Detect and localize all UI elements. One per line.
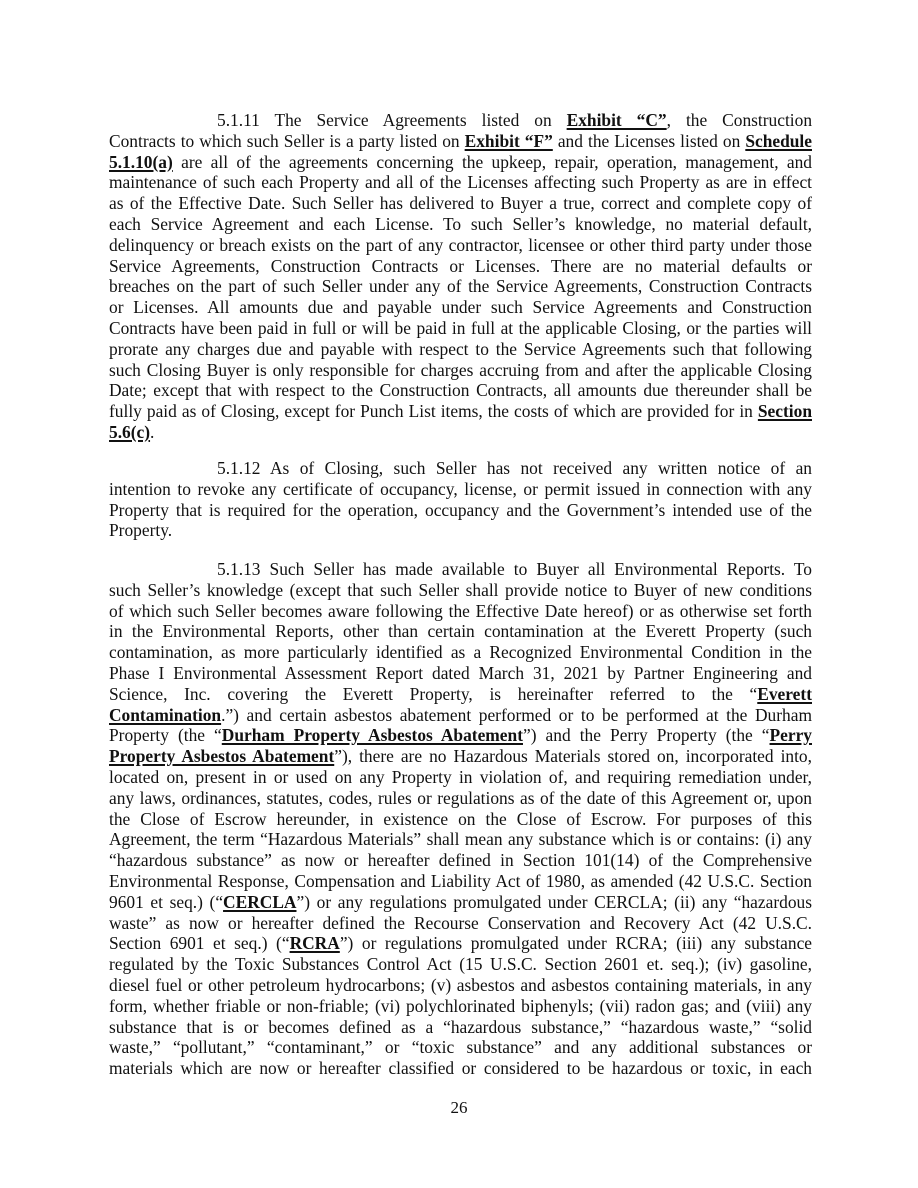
defined-term-section: Section <box>757 401 812 422</box>
text-run: Section 6901 et seq.) (“ <box>109 933 290 954</box>
page-number: 26 <box>450 1098 468 1117</box>
text-run: 9601 et seq.) (“ <box>109 891 224 912</box>
text-line: as of the Effective Date. Such Seller has delivered to Buyer a true, correct and complete copy of <box>109 193 812 214</box>
defined-term-contamination: Contamination <box>109 704 222 725</box>
text-run: ”) or any regulations promulgated under CERCLA; (ii) any “hazardous <box>296 891 812 912</box>
text-line: delinquency or breach exists on the part of any contractor, licensee or other third party under those <box>109 234 812 255</box>
text-line <box>109 892 812 913</box>
text-line: breaches on the part of such Seller under any of the Service Agreements, Construction Contracts <box>109 276 812 297</box>
text-run: . <box>150 421 155 442</box>
text-line <box>109 705 812 726</box>
text-line: intention to revoke any certificate of occupancy, license, or permit issued in connection with any <box>109 478 812 499</box>
text-line: such Closing Buyer is only responsible for charges accruing from and after the applicable Closing <box>109 359 812 380</box>
paragraph-5-1-13 <box>109 559 812 1079</box>
defined-term-section-number: 5.6(c) <box>109 421 151 442</box>
text-line <box>109 746 812 767</box>
text-line: waste,” “pollutant,” “contaminant,” or “toxic substance” and any additional substances or <box>109 1037 812 1058</box>
text-line: or Licenses. All amounts due and payable under such Service Agreements and Construction <box>109 297 812 318</box>
text-run: 5.1.11 The Service Agreements listed on <box>217 110 567 130</box>
text-line: Property that is required for the operation, occupancy and the Government’s intended use of the <box>109 499 812 520</box>
text-line: diesel fuel or other petroleum hydrocarbons; (v) asbestos and asbestos containing materials, in any <box>109 974 812 995</box>
text-run: are all of the agreements concerning the upkeep, repair, operation, management, and <box>172 151 812 172</box>
text-line: Contracts have been paid in full or will be paid in full at the applicable Closing, or the parties will <box>109 317 812 338</box>
text-line: of which such Seller becomes aware following the Effective Date hereof) or as otherwise set forth <box>109 600 812 621</box>
text-line: substance that is or becomes defined as a “hazardous substance,” “hazardous waste,” “solid <box>109 1016 812 1037</box>
text-run: .”) and certain asbestos abatement performed or to be performed at the Durham <box>221 704 812 725</box>
text-line: “hazardous substance” as now or hereafter defined in Section 101(14) of the Comprehensive <box>109 850 812 871</box>
text-run: ”), there are no Hazardous Materials stored on, incorporated into, <box>334 746 812 767</box>
text-line: prorate any charges due and payable with respect to the Service Agreements such that following <box>109 338 812 359</box>
text-run: Property (the “ <box>109 725 222 746</box>
text-line <box>109 131 812 152</box>
text-line: the Close of Escrow hereunder, in existence on the Close of Escrow. For purposes of this <box>109 808 812 829</box>
defined-term-perry: Perry <box>769 725 812 746</box>
text-run: , the Construction <box>666 110 812 130</box>
text-line: regulated by the Toxic Substances Control Act (15 U.S.C. Section 2601 et. seq.); (iv) gasoline, <box>109 954 812 975</box>
text-line <box>109 110 812 131</box>
text-line: in the Environmental Reports, other than certain contamination at the Everett Property (such <box>109 621 812 642</box>
text-line: Date; except that with respect to the Construction Contracts, all amounts due thereunder shall be <box>109 380 812 401</box>
text-line: contamination, as more particularly identified as a Recognized Environmental Condition in the <box>109 642 812 663</box>
paragraph-5-1-11 <box>109 110 812 443</box>
text-line: maintenance of such each Property and all of the Licenses affecting such Property as are in effect <box>109 172 812 193</box>
text-line <box>109 933 812 954</box>
text-line: each Service Agreement and each License. To such Seller’s knowledge, no material default, <box>109 213 812 234</box>
text-line: 5.1.13 Such Seller has made available to Buyer all Environmental Reports. To <box>217 559 812 579</box>
text-line: materials which are now or hereafter classified or considered to be hazardous or toxic, in each <box>109 1058 812 1079</box>
text-line: any laws, ordinances, statutes, codes, rules or regulations as of the date of this Agreement or, upon <box>109 787 812 808</box>
text-line: Environmental Response, Compensation and Liability Act of 1980, as amended (42 U.S.C. Section <box>109 870 812 891</box>
text-run: ”) and the Perry Property (the “ <box>522 725 770 746</box>
paragraph-5-1-12 <box>109 458 812 541</box>
text-line: form, whether friable or non-friable; (vi) polychlorinated biphenyls; (vii) radon gas; and (viii) any <box>109 995 812 1016</box>
text-line: 5.1.12 As of Closing, such Seller has not received any written notice of an <box>217 458 812 478</box>
defined-term-schedule-number: 5.1.10(a) <box>109 151 173 172</box>
defined-term-perry-abatement: Property Asbestos Abatement <box>109 746 335 767</box>
text-run: and the Licenses listed on <box>552 130 746 151</box>
text-line: located on, present in or used on any Property in violation of, and requiring remediation under, <box>109 766 812 787</box>
text-line: Phase I Environmental Assessment Report dated March 31, 2021 by Partner Engineering and <box>109 662 812 683</box>
text-line <box>109 152 812 173</box>
text-run: Contracts to which such Seller is a party listed on <box>109 130 465 151</box>
defined-term-rcra: RCRA <box>289 933 340 954</box>
text-line <box>109 401 812 422</box>
text-run: Science, Inc. covering the Everett Property, is hereinafter referred to the “ <box>109 683 758 704</box>
defined-term-exhibit-c: Exhibit “C” <box>566 110 667 130</box>
defined-term-schedule: Schedule <box>745 130 812 151</box>
defined-term-cercla: CERCLA <box>223 891 297 912</box>
text-line <box>109 725 812 746</box>
text-line: such Seller’s knowledge (except that such Seller shall provide notice to Buyer of new conditions <box>109 579 812 600</box>
text-run: ”) or regulations promulgated under RCRA; (iii) any substance <box>339 933 812 954</box>
text-run: fully paid as of Closing, except for Punch List items, the costs of which are provided for in <box>109 401 758 422</box>
text-line: waste” as now or hereafter defined the Recourse Conservation and Recovery Act (42 U.S.C. <box>109 912 812 933</box>
defined-term-everett: Everett <box>757 683 812 704</box>
text-line: Property. <box>109 520 173 541</box>
text-line <box>109 684 812 705</box>
text-line: Service Agreements, Construction Contracts or Licenses. There are no material defaults or <box>109 255 812 276</box>
defined-term-exhibit-f: Exhibit “F” <box>464 130 553 151</box>
text-line <box>109 422 812 443</box>
text-line: Agreement, the term “Hazardous Materials” shall mean any substance which is or contains: (i) any <box>109 829 812 850</box>
defined-term-durham-abatement: Durham Property Asbestos Abatement <box>221 725 523 746</box>
